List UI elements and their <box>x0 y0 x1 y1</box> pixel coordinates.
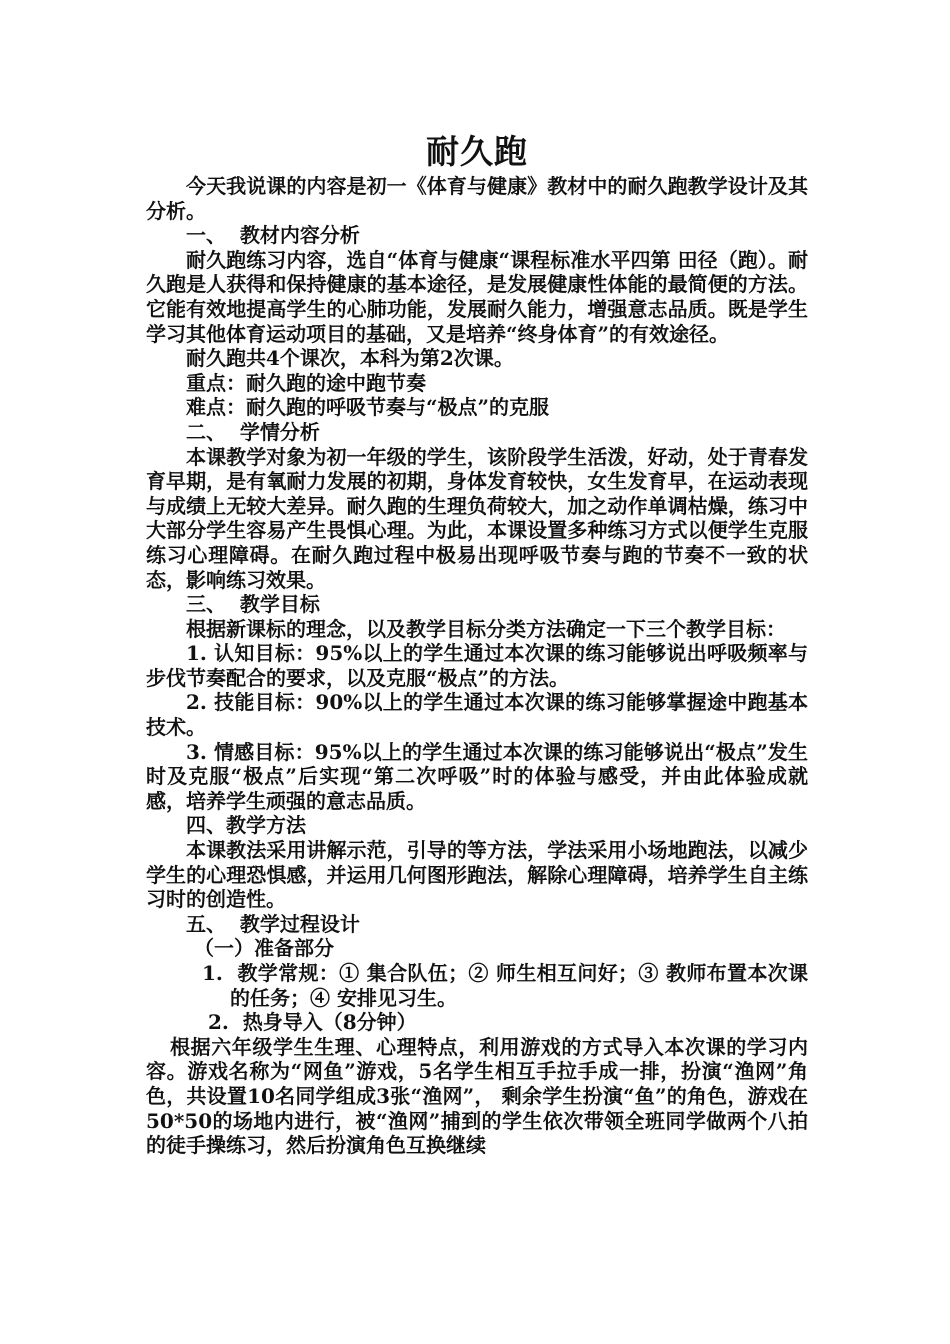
lesson-count-line: 耐久跑共4个课次，本科为第2次课。 <box>186 346 514 371</box>
list-item-warmup: 2. 热身导入（8分钟） <box>194 1010 417 1035</box>
section-heading-3: 三、 教学目标 <box>186 592 320 617</box>
list-item-routine: 1. 教学常规：① 集合队伍；② 师生相互问好；③ 教师布置本次课的任务；④ 安排见习生。 <box>202 961 808 1010</box>
section-heading-5: 五、 教学过程设计 <box>186 911 360 936</box>
intro-paragraph: 今天我说课的内容是初一《体育与健康》教材中的耐久跑教学设计及其分析。 <box>146 174 808 223</box>
goal-emotional: 3. 情感目标：95%以上的学生通过本次课的练习能够说出“极点”发生时及克服“极点”后实现“第二次呼吸”时的体验与感受，并由此体验成就感，培养学生顽强的意志品质。 <box>146 739 808 813</box>
section-heading-2: 二、 学情分析 <box>186 419 320 444</box>
goal-skill: 2. 技能目标：90%以上的学生通过本次课的练习能够掌握途中跑基本技术。 <box>146 690 808 740</box>
difficulty-line: 难点：耐久跑的呼吸节奏与“极点”的克服 <box>186 395 550 420</box>
teaching-method-paragraph: 本课教法采用讲解示范，引导的等方法，学法采用小场地跑法，以减少学生的心理恐惧感，并运用几何图形跑法，解除心理障碍，培养学生自主练习时的创造性。 <box>146 838 808 912</box>
student-analysis-paragraph: 本课教学对象为初一年级的学生，该阶段学生活泼，好动，处于青春发育早期，是有氧耐力发展的初期，身体发育较快，女生发育早，在运动表现与成绩上无较大差异。耐久跑的生理负荷较大，加之动作单调枯燥，练习中大部分学生容易产生畏惧心理。为此，本课设置多种练习方式以便学生克服练习心理障碍。在耐久跑过程中极易出现呼吸节奏与跑的节奏不一致的状态，影响练习效果。 <box>146 444 808 592</box>
document-title: 耐久跑 <box>426 132 528 171</box>
warmup-game-paragraph: 根据六年级学生生理、心理特点，利用游戏的方式导入本次课的学习内容。游戏名称为“网鱼”游戏，5名学生相互手拉手成一排，扮演“渔网”角色，共设置10名同学组成3张“渔网”， 剩余学生扮演“鱼”的角色，游戏在50*50的场地内进行，被“渔网”捕到的学生依次带领全班同学做两个八拍的徒手操练习，然后扮演角色互换继续 <box>146 1034 808 1158</box>
section-heading-4: 四、教学方法 <box>186 813 306 838</box>
key-point-line: 重点：耐久跑的途中跑节奏 <box>186 370 426 395</box>
subsection-heading-preparation: （一）准备部分 <box>194 936 334 961</box>
goal-cognitive: 1. 认知目标：95%以上的学生通过本次课的练习能够说出呼吸频率与步伐节奏配合的要求，以及克服“极点”的方法。 <box>146 641 808 690</box>
material-analysis-paragraph: 耐久跑练习内容，选自“体育与健康“课程标准水平四第 田径（跑）。耐久跑是人获得和保持健康的基本途径，是发展健康性体能的最简便的方法。它能有效地提高学生的心肺功能，发展耐久能力，增强意志品质。既是学生学习其他体育运动项目的基础，又是培养“终身体育”的有效途径。 <box>146 247 808 346</box>
section-heading-1: 一、 教材内容分析 <box>186 223 360 248</box>
document-page <box>146 130 808 1158</box>
goals-intro-paragraph: 根据新课标的理念，以及教学目标分类方法确定一下三个教学目标： <box>186 616 786 641</box>
